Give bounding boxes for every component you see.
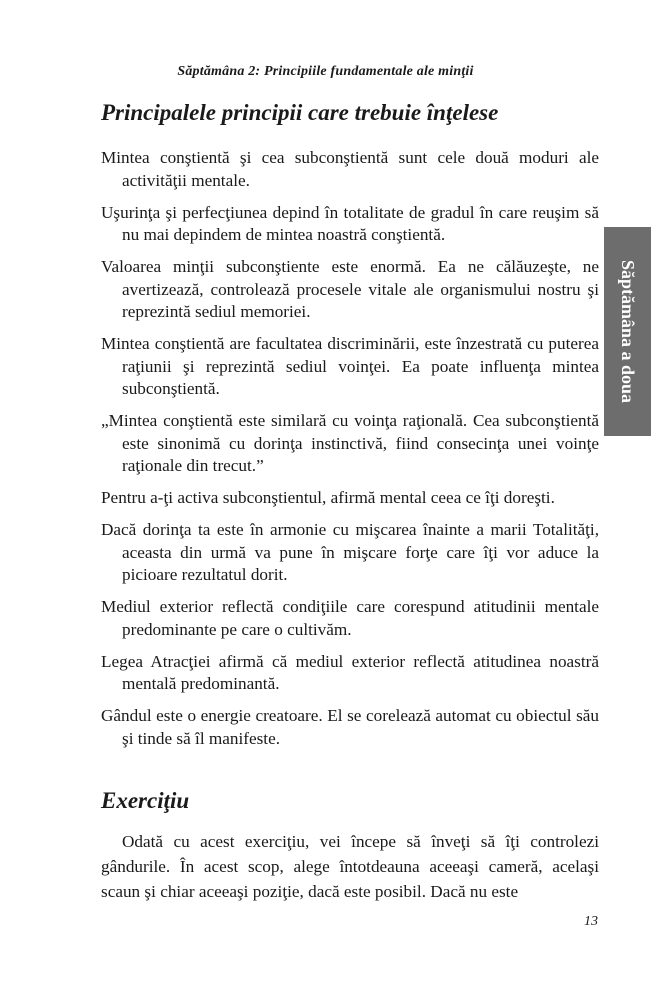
principle-item: Gândul este o energie creatoare. El se corelează automat cu obiectul său şi tinde să îl manifeste. bbox=[101, 706, 599, 748]
principle-item: Uşurinţa şi perfecţiunea depind în totalitate de gradul în care reuşim să nu mai depindem de mintea noastră conştientă. bbox=[101, 202, 599, 244]
chapter-side-tab bbox=[604, 227, 651, 436]
page-number: 13 bbox=[584, 914, 598, 929]
principles-list bbox=[101, 147, 599, 760]
chapter-side-tab-label: Săptămâna a doua bbox=[618, 259, 639, 404]
exercise-title: Exerciţiu bbox=[101, 788, 190, 813]
section-title: Principalele principii care trebuie înţelese bbox=[101, 100, 499, 125]
principle-item: Mintea conştientă are facultatea discriminării, este înzestrată cu puterea raţiunii şi reprezintă sediul voinţei. Ea poate influenţa mintea subconştientă. bbox=[101, 334, 599, 398]
principle-item: Valoarea minţii subconştiente este enormă. Ea ne călăuzeşte, ne avertizează, controlează procesele vitale ale organismului nostru şi reprezintă sediul memoriei. bbox=[101, 257, 599, 321]
principle-item: Mintea conştientă şi cea subconştientă sunt cele două moduri ale activităţii mentale. bbox=[101, 148, 599, 190]
principle-item: „Mintea conştientă este similară cu voinţa raţională. Cea subconştientă este sinonimă cu dorinţa instinctivă, fiind consecinţa unei voinţe raţionale din trecut.” bbox=[101, 411, 599, 475]
principle-item: Pentru a-ţi activa subconştientul, afirmă mental ceea ce îţi doreşti. bbox=[101, 488, 555, 507]
principle-item: Dacă dorinţa ta este în armonie cu mişcarea înainte a marii Totalităţi, aceasta din urmă va pune în mişcare forţe care îţi vor aduce la picioare rezultatul dorit. bbox=[101, 520, 599, 584]
running-head: Săptămâna 2: Principiile fundamentale ale minţii bbox=[177, 64, 474, 79]
principle-item: Legea Atracţiei afirmă că mediul exterior reflectă atitudinea noastră mentală predominantă. bbox=[101, 651, 599, 693]
exercise-paragraph: Odată cu acest exerciţiu, vei începe să înveţi să îţi controlezi gândurile. În acest scop, alege întotdeauna aceeaşi cameră, acelaşi scaun şi chiar aceeaşi poziţie, dacă este posibil. Dacă nu este bbox=[101, 832, 599, 901]
principle-item: Mediul exterior reflectă condiţiile care corespund atitudinii mentale predominante pe care o cultivăm. bbox=[101, 597, 599, 639]
